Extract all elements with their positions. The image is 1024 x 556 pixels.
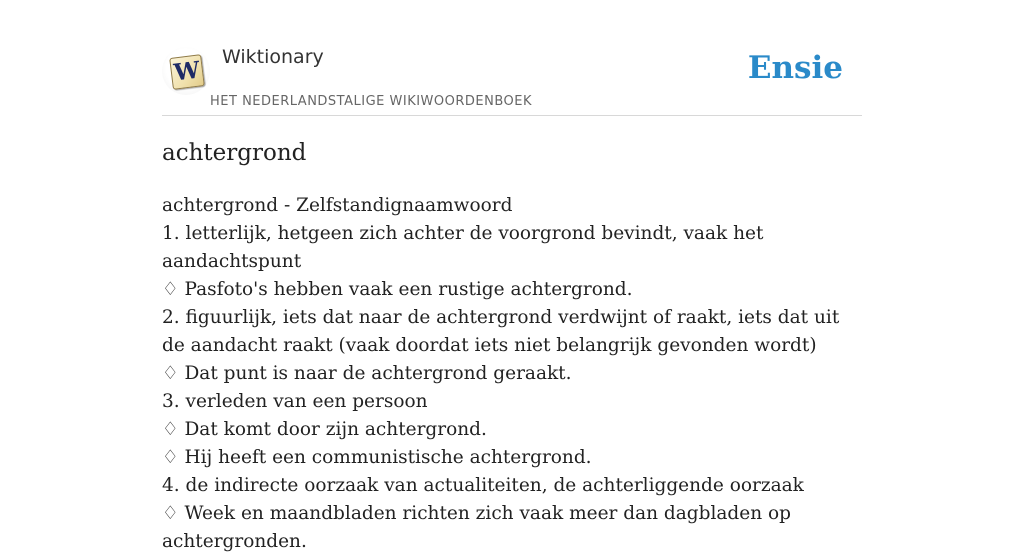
definition-3: 3. verleden van een persoon [162,391,428,412]
definition-1: 1. letterlijk, hetgeen zich achter de voorgrond bevindt, vaak het aandachtspunt [162,223,764,272]
example-1: ♢ Pasfoto's hebben vaak een rustige achtergrond. [162,279,633,300]
ensie-brand-logo[interactable]: Ensie [747,50,843,86]
definition-2: 2. figuurlijk, iets dat naar de achtergrond verdwijnt of raakt, iets dat uit de aandacht raakt (vaak doordat iets niet belangrijk gevonden wordt) [162,307,840,356]
definition-4: 4. de indirecte oorzaak van actualiteiten, de achterliggende oorzaak [162,475,804,496]
site-tagline: HET NEDERLANDSTALIGE WIKIWOORDENBOEK [210,94,533,109]
wiktionary-logo-icon[interactable] [162,47,210,95]
entry-definition [162,192,862,556]
example-5: ♢ Week en maandbladen richten zich vaak meer dan dagbladen op achtergronden. [162,503,791,552]
site-name[interactable]: Wiktionary [222,46,324,68]
example-2: ♢ Dat punt is naar de achtergrond geraakt. [162,363,572,384]
example-4: ♢ Hij heeft een communistische achtergrond. [162,447,592,468]
site-header [162,0,862,116]
entry-heading-line: achtergrond - Zelfstandignaamwoord [162,195,513,216]
logo-letter: W [169,54,205,90]
entry-title: achtergrond [162,140,307,166]
example-3: ♢ Dat komt door zijn achtergrond. [162,419,487,440]
